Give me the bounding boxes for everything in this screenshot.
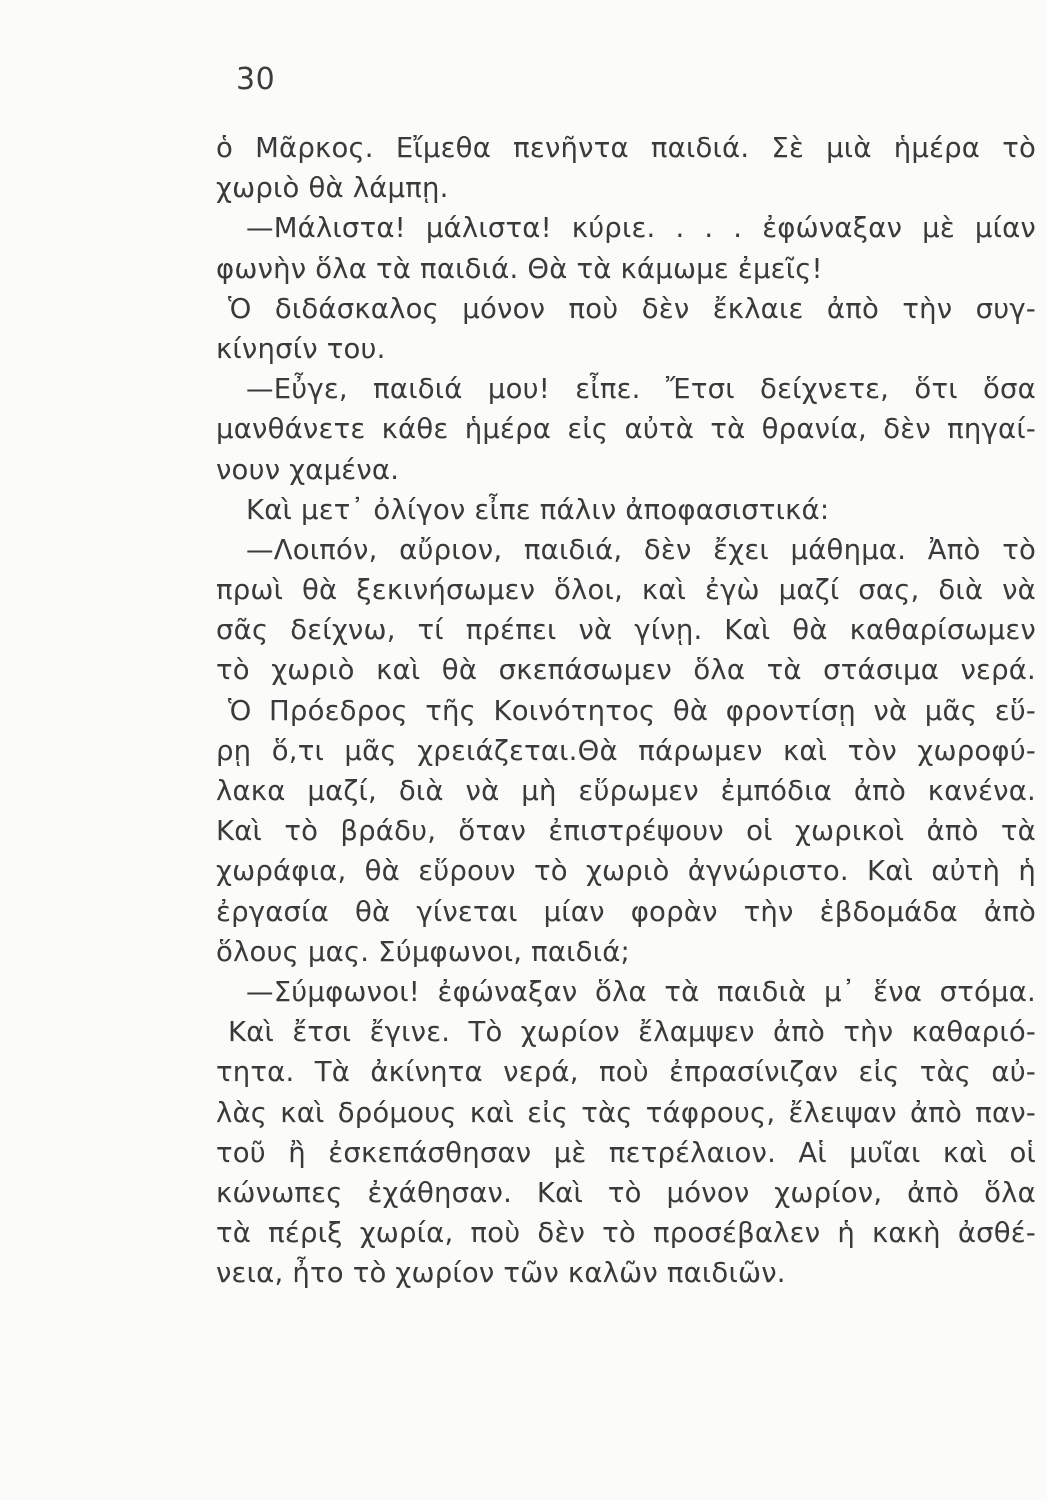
text-line: φωνὴν ὅλα τὰ παιδιά. Θὰ τὰ κάμωμε ἐμεῖς! [216,252,823,285]
text-line: χωράφια, θὰ εὕρουν τὸ χωριὸ ἀγνώριστο. Καὶ αὐτὴ ἡ [216,855,1036,888]
page-number: 30 [236,62,276,97]
text-line: τητα. Τὰ ἀκίνητα νερά, ποὺ ἐπρασίνιζαν εἰς τὰς αὐ- [216,1056,1036,1089]
text-line: τοῦ ἢ ἐσκεπάσθησαν μὲ πετρέλαιον. Αἱ μυῖαι καὶ οἱ [216,1136,1036,1169]
text-line: ὅλους μας. Σύμφωνοι, παιδιά; [216,935,631,968]
text-line: —Σύμφωνοι! ἐφώναξαν ὅλα τὰ παιδιὰ μ᾽ ἕνα στόμα. [246,975,1036,1008]
text-line: νουν χαμένα. [216,453,400,486]
text-line: ὁ Μᾶρκος. Εἴμεθα πενῆντα παιδιά. Σὲ μιὰ ἡμέρα τὸ [216,132,1036,164]
text-line: σᾶς δείχνω, τί πρέπει νὰ γίνῃ. Καὶ θὰ καθαρίσωμεν [216,614,1036,647]
text-line: νεια, ἦτο τὸ χωρίον τῶν καλῶν παιδιῶν. [216,1257,786,1290]
body-text [216,128,1036,1293]
text-line: μανθάνετε κάθε ἡμέρα εἰς αὐτὰ τὰ θρανία, δὲν πηγαί- [216,413,1036,446]
text-line: Ὁ Πρόεδρος τῆς Κοινότητος θὰ φροντίσῃ νὰ μᾶς εὕ- [228,694,1036,727]
text-line: Καὶ μετ᾽ ὀλίγον εἶπε πάλιν ἀποφασιστικά: [246,493,830,526]
text-line: —Εὖγε, παιδιά μου! εἶπε. Ἔτσι δείχνετε, ὅτι ὅσα [246,373,1036,406]
text-line: λὰς καὶ δρόμους καὶ εἰς τὰς τάφρους, ἔλειψαν ἀπὸ παν- [216,1096,1036,1129]
text-line: λακα μαζί, διὰ νὰ μὴ εὕρωμεν ἐμπόδια ἀπὸ κανένα. [216,775,1036,807]
text-line: Καὶ τὸ βράδυ, ὅταν ἐπιστρέψουν οἱ χωρικοὶ ἀπὸ τὰ [216,815,1036,848]
text-line: κώνωπες ἐχάθησαν. Καὶ τὸ μόνον χωρίον, ἀπὸ ὅλα [216,1176,1036,1209]
text-line: ρῃ ὅ,τι μᾶς χρειάζεται.Θὰ πάρωμεν καὶ τὸν χωροφύ- [216,734,1036,767]
text-line: κίνησίν του. [216,332,386,365]
text-line: πρωὶ θὰ ξεκινήσωμεν ὅλοι, καὶ ἐγὼ μαζί σας, διὰ νὰ [216,574,1036,607]
text-line: ἐργασία θὰ γίνεται μίαν φορὰν τὴν ἑβδομάδα ἀπὸ [216,895,1036,928]
text-line: Ὁ διδάσκαλος μόνον ποὺ δὲν ἔκλαιε ἀπὸ τὴν συγ- [228,292,1036,325]
text-line: τὰ πέριξ χωρία, ποὺ δὲν τὸ προσέβαλεν ἡ κακὴ ἀσθέ- [216,1217,1036,1250]
text-line: —Μάλιστα! μάλιστα! κύριε. . . . ἐφώναξαν μὲ μίαν [246,212,1036,245]
text-line: —Λοιπόν, αὔριον, παιδιά, δὲν ἔχει μάθημα. Ἀπὸ τὸ [246,533,1036,566]
text-line: Καὶ ἔτσι ἔγινε. Τὸ χωρίον ἔλαμψεν ἀπὸ τὴν καθαριό- [228,1016,1036,1049]
text-line: χωριὸ θὰ λάμπῃ. [216,172,449,205]
text-line: τὸ χωριὸ καὶ θὰ σκεπάσωμεν ὅλα τὰ στάσιμα νερά. [216,654,1036,687]
